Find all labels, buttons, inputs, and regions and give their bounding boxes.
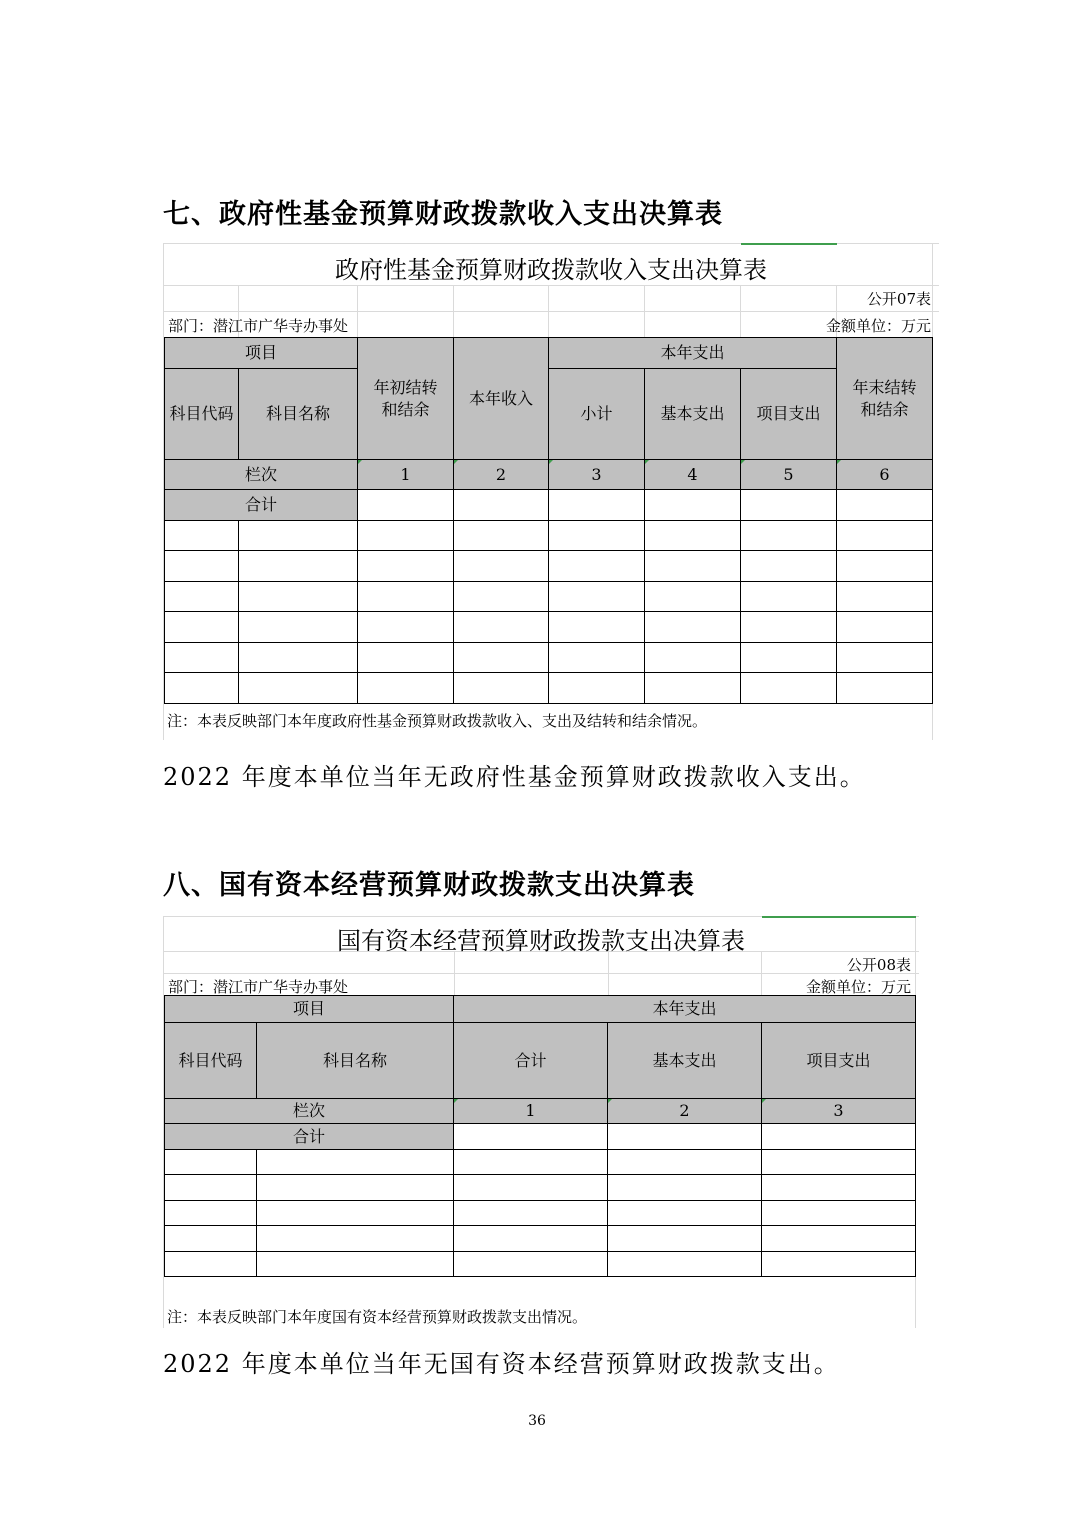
table-cell bbox=[645, 490, 741, 521]
unit-label: 金额单位：万元 bbox=[825, 317, 931, 335]
section-heading: 八、国有资本经营预算财政拨款支出决算表 bbox=[163, 870, 695, 901]
header-expense: 本年支出 bbox=[549, 338, 837, 369]
total-label-cell: 合计 bbox=[165, 490, 358, 521]
column-number: 1 bbox=[358, 460, 454, 490]
table-cell bbox=[608, 1124, 762, 1150]
header-project-expense: 项目支出 bbox=[762, 1023, 916, 1099]
header-code: 科目代码 bbox=[165, 1023, 257, 1099]
header-code: 科目代码 bbox=[165, 369, 239, 460]
header-basic: 基本支出 bbox=[645, 369, 741, 460]
selection-mark bbox=[762, 916, 916, 918]
capital-budget-sheet bbox=[163, 916, 919, 1328]
column-number: 4 bbox=[645, 460, 741, 490]
table-cell bbox=[454, 1124, 608, 1150]
table-cell bbox=[549, 490, 645, 521]
department-label: 部门：潜江市广华寺办事处 bbox=[168, 978, 349, 996]
table-cell bbox=[454, 490, 549, 521]
page-number: 36 bbox=[528, 1413, 546, 1429]
section-summary: 2022 年度本单位当年无政府性基金预算财政拨款收入支出。 bbox=[163, 763, 866, 791]
table-cell bbox=[837, 490, 933, 521]
column-number: 6 bbox=[837, 460, 933, 490]
table-row bbox=[165, 643, 933, 673]
fund-budget-sheet bbox=[163, 243, 939, 740]
table-cell bbox=[741, 490, 837, 521]
table-row bbox=[165, 1175, 916, 1201]
header-carry-begin: 年初结转和结余 bbox=[358, 338, 454, 460]
total-label-cell: 合计 bbox=[165, 1124, 454, 1150]
table-row bbox=[165, 582, 933, 612]
table-row bbox=[165, 521, 933, 551]
section-summary: 2022 年度本单位当年无国有资本经营预算财政拨款支出。 bbox=[163, 1350, 840, 1378]
row-label-cell: 栏次 bbox=[165, 1099, 454, 1124]
section-heading: 七、政府性基金预算财政拨款收入支出决算表 bbox=[163, 199, 723, 230]
header-name: 科目名称 bbox=[239, 369, 358, 460]
column-number: 2 bbox=[608, 1099, 762, 1124]
header-project: 项目 bbox=[165, 996, 454, 1023]
table-title: 国有资本经营预算财政拨款支出决算表 bbox=[337, 927, 745, 955]
header-carry-end: 年末结转和结余 bbox=[837, 338, 933, 460]
selection-mark bbox=[741, 243, 837, 245]
table-note: 注：本表反映部门本年度国有资本经营预算财政拨款支出情况。 bbox=[167, 1308, 588, 1326]
capital-budget-table bbox=[164, 995, 916, 1277]
unit-label: 金额单位：万元 bbox=[805, 978, 911, 996]
header-subtotal: 小计 bbox=[549, 369, 645, 460]
table-title: 政府性基金预算财政拨款收入支出决算表 bbox=[335, 256, 767, 284]
column-number: 2 bbox=[454, 460, 549, 490]
column-number: 3 bbox=[549, 460, 645, 490]
form-number: 公开07表 bbox=[866, 290, 931, 308]
table-row bbox=[165, 1252, 916, 1277]
column-number: 3 bbox=[762, 1099, 916, 1124]
column-number: 5 bbox=[741, 460, 837, 490]
table-row bbox=[165, 612, 933, 643]
header-project-expense: 项目支出 bbox=[741, 369, 837, 460]
table-note: 注：本表反映部门本年度政府性基金预算财政拨款收入、支出及结转和结余情况。 bbox=[167, 712, 708, 730]
form-number: 公开08表 bbox=[846, 956, 911, 974]
table-cell bbox=[358, 490, 454, 521]
table-row bbox=[165, 673, 933, 704]
table-row bbox=[165, 1150, 916, 1175]
header-total: 合计 bbox=[454, 1023, 608, 1099]
row-label-cell: 栏次 bbox=[165, 460, 358, 490]
table-cell bbox=[762, 1124, 916, 1150]
column-number: 1 bbox=[454, 1099, 608, 1124]
header-income: 本年收入 bbox=[454, 338, 549, 460]
table-row bbox=[165, 551, 933, 582]
header-expense: 本年支出 bbox=[454, 996, 916, 1023]
fund-budget-table bbox=[164, 337, 933, 704]
header-project: 项目 bbox=[165, 338, 358, 369]
table-row bbox=[165, 1226, 916, 1252]
header-name: 科目名称 bbox=[257, 1023, 454, 1099]
header-basic: 基本支出 bbox=[608, 1023, 762, 1099]
department-label: 部门：潜江市广华寺办事处 bbox=[168, 317, 349, 335]
table-row bbox=[165, 1201, 916, 1226]
